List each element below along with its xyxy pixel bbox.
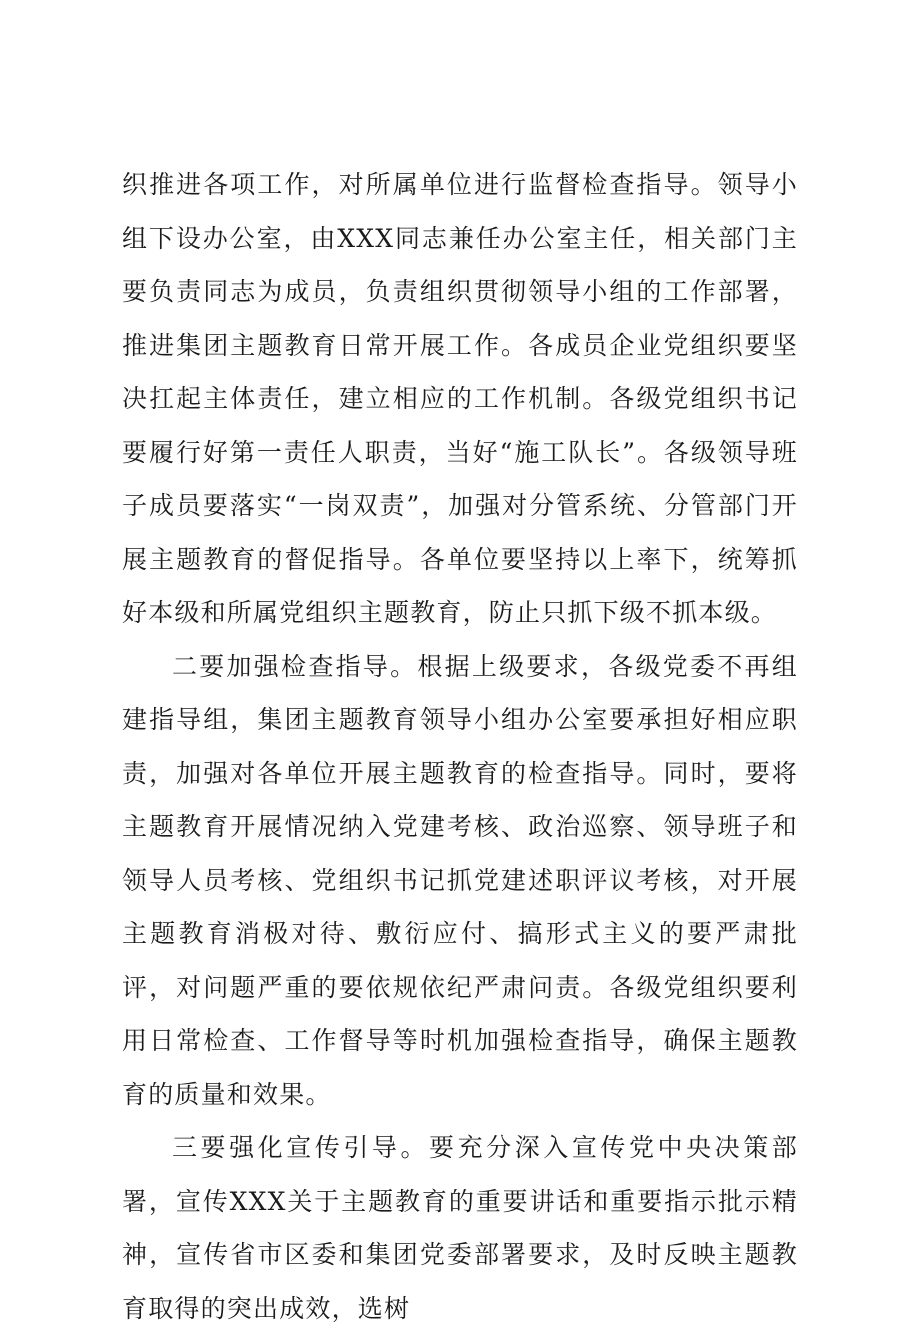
paragraph-2: 二要加强检查指导。根据上级要求，各级党委不再组建指导组，集团主题教育领导小组办公室要承担好相应职责，加强对各单位开展主题教育的检查指导。同时，要将主题教育开展情况纳入党建考核、政治巡察、领导班子和领导人员考核、党组织书记抓党建述职评议考核，对开展主题教育消极对待、敷衍应付、搞形式主义的要严肃批评，对问题严重的要依规依纪严肃问责。各级党组织要利用日常检查、工作督导等时机加强检查指导，确保主题教育的质量和效果。: [122, 651, 798, 1109]
document-body: [122, 158, 798, 1335]
paragraph-1: 织推进各项工作，对所属单位进行监督检查指导。领导小组下设办公室，由XXX同志兼任办公室主任，相关部门主要负责同志为成员，负责组织贯彻领导小组的工作部署，推进集团主题教育日常开展工作。各成员企业党组织要坚决扛起主体责任，建立相应的工作机制。各级党组织书记要履行好第一责任人职责，当好“施工队长”。各级领导班子成员要落实“一岗双责”，加强对分管系统、分管部门开展主题教育的督促指导。各单位要坚持以上率下，统筹抓好本级和所属党组织主题教育，防止只抓下级不抓本级。: [122, 170, 798, 627]
paragraph-3: 三要强化宣传引导。要充分深入宣传党中央决策部署，宣传XXX关于主题教育的重要讲话和重要指示批示精神，宣传省市区委和集团党委部署要求，及时反映主题教育取得的突出成效，选树: [122, 1133, 798, 1323]
